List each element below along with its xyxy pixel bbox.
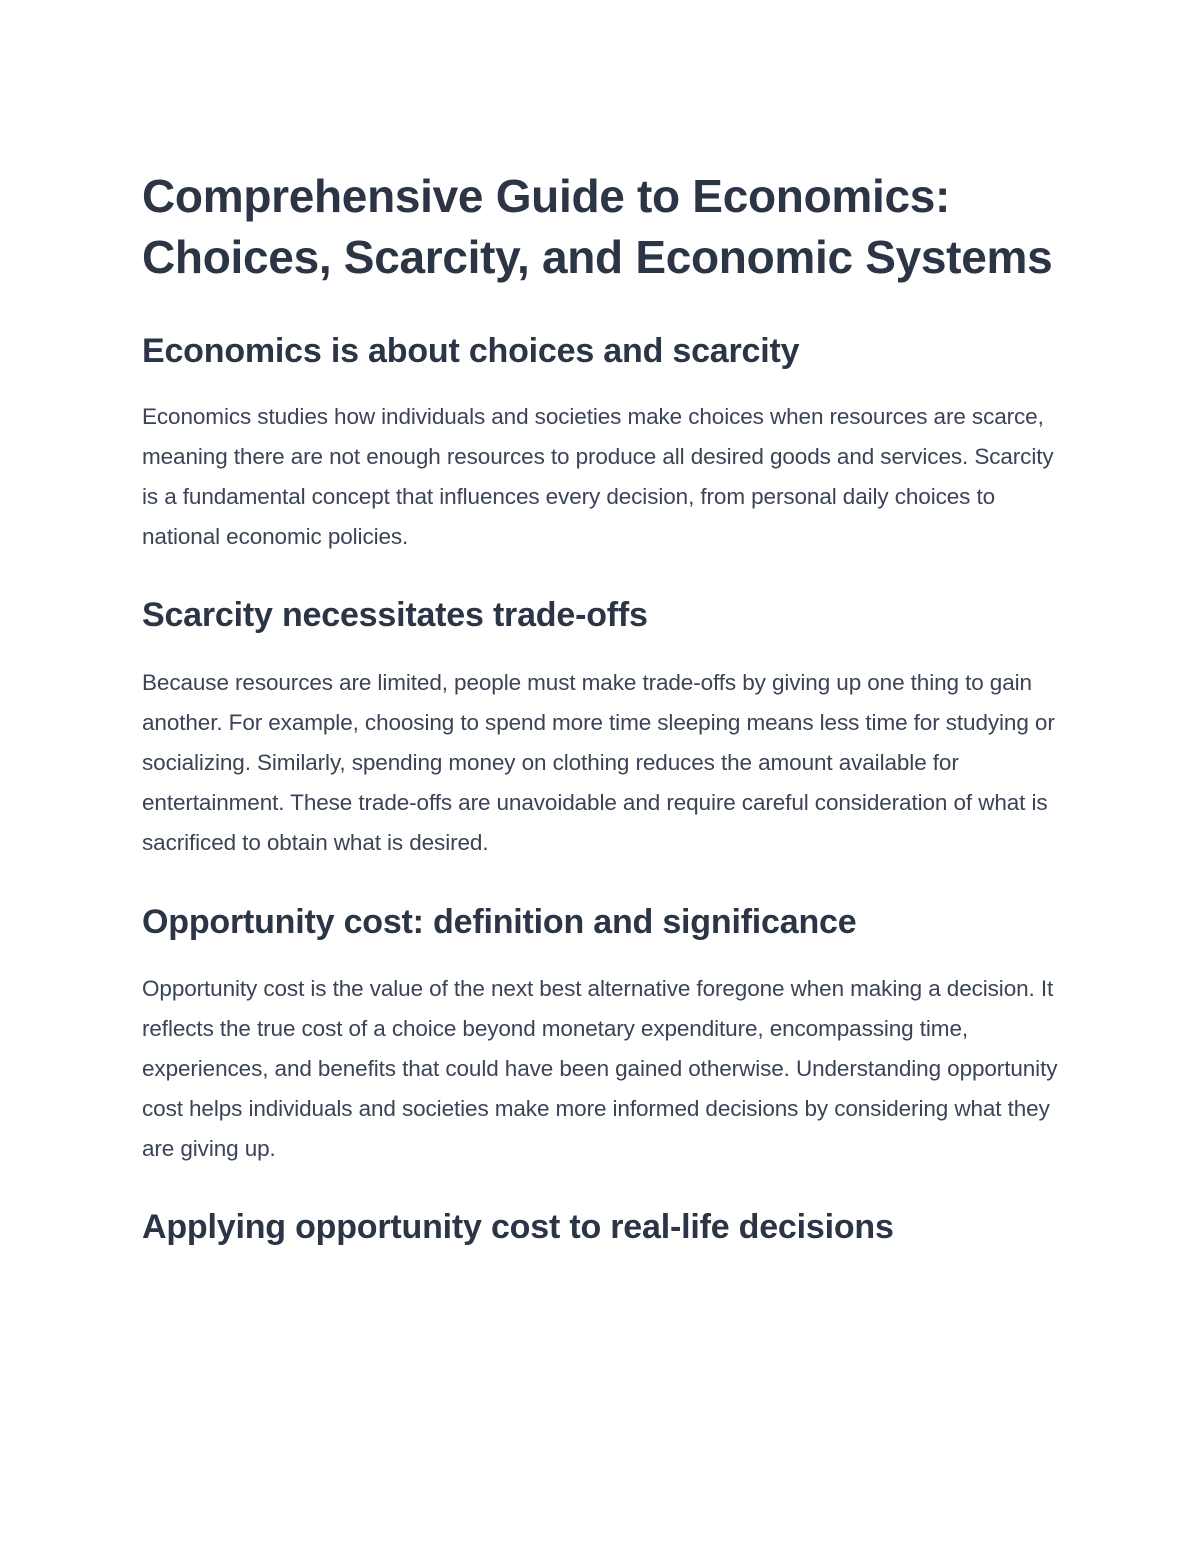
section-heading-trade-offs: Scarcity necessitates trade-offs xyxy=(142,596,648,634)
section-heading-choices-scarcity: Economics is about choices and scarcity xyxy=(142,332,800,370)
document-title: Comprehensive Guide to Economics: Choices, Scarcity, and Economic Systems xyxy=(142,170,1053,283)
section-heading-opportunity-cost: Opportunity cost: definition and significance xyxy=(142,903,857,941)
section-heading-applying-opportunity-cost: Applying opportunity cost to real-life decisions xyxy=(142,1208,894,1246)
section-body-choices-scarcity: Economics studies how individuals and societies make choices when resources are scarce, meaning there are not enough resources to produce all desired goods and services. Scarcity is a fundamental concept that influences every decision, from personal daily choices to national economic policies. xyxy=(142,404,1054,549)
document-page xyxy=(142,166,1062,1248)
section-body-opportunity-cost: Opportunity cost is the value of the next best alternative foregone when making a decision. It reflects the true cost of a choice beyond monetary expenditure, encompassing time, experiences, and benefits that could have been gained otherwise. Understanding opportunity cost helps individuals and societies make more informed decisions by considering what they are giving up. xyxy=(142,976,1058,1161)
section-body-trade-offs: Because resources are limited, people must make trade-offs by giving up one thing to gain another. For example, choosing to spend more time sleeping means less time for studying or socializing. Similarly, spending money on clothing reduces the amount available for entertainment. These trade-offs are unavoidable and require careful consideration of what is sacrificed to obtain what is desired. xyxy=(142,670,1055,855)
